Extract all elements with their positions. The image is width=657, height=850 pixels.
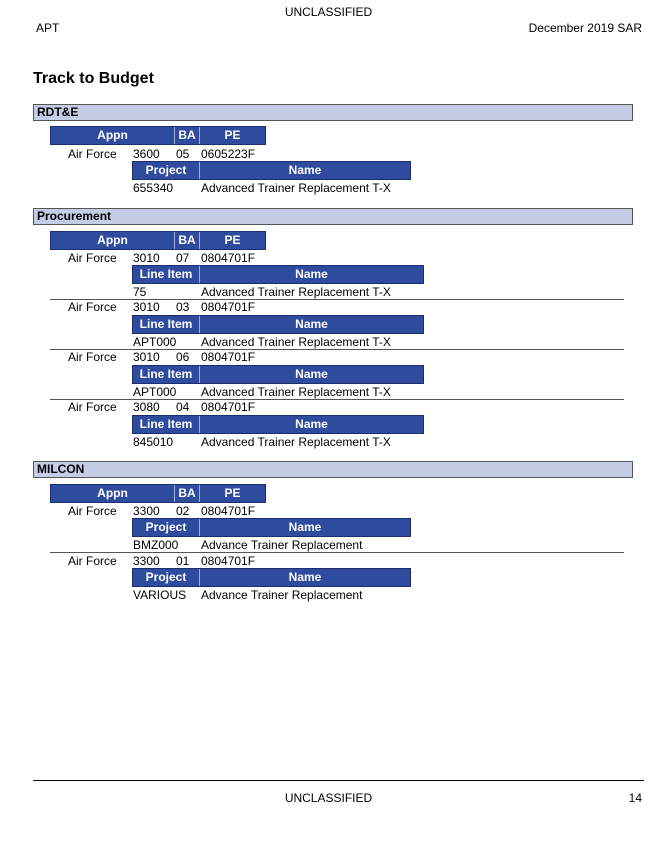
name-col-header: Name	[295, 367, 328, 381]
ba-cell: 03	[176, 300, 190, 314]
project-code-cell: VARIOUS	[133, 588, 187, 602]
name-cell: Advanced Trainer Replacement T-X	[201, 285, 391, 299]
appn-cell: 3600	[133, 147, 160, 161]
name-col-header: Name	[295, 417, 328, 431]
row-divider	[50, 552, 624, 553]
pe-cell: 0804701F	[201, 400, 256, 414]
name-cell: Advance Trainer Replacement	[201, 588, 363, 602]
service-cell: Air Force	[68, 400, 117, 414]
pe-col-header: PE	[224, 233, 241, 247]
name-col-header: Name	[288, 570, 322, 584]
line-item-code-cell: 845010	[133, 435, 174, 449]
appn-col-header: Appn	[97, 486, 128, 500]
appn-cell: 3010	[133, 350, 160, 364]
service-cell: Air Force	[68, 300, 117, 314]
footer-rule	[33, 780, 644, 781]
pe-col-header: PE	[224, 128, 241, 142]
pe-cell: 0804701F	[201, 504, 256, 518]
name-col-header: Name	[288, 163, 322, 177]
appn-cell: 3010	[133, 300, 160, 314]
ba-col-header: BA	[178, 233, 196, 247]
line-item-header-row	[132, 365, 424, 384]
appn-header-row	[50, 126, 266, 145]
name-cell: Advanced Trainer Replacement T-X	[201, 435, 391, 449]
appn-col-header: Appn	[97, 128, 128, 142]
appn-cell: 3080	[133, 400, 160, 414]
pe-cell: 0804701F	[201, 300, 256, 314]
ba-cell: 01	[176, 554, 190, 568]
name-col-header: Name	[295, 267, 328, 281]
line-item-code-cell: APT000	[133, 385, 177, 399]
project-col-header: Project	[145, 570, 187, 584]
pe-cell: 0804701F	[201, 554, 256, 568]
section-bar-milcon: MILCON	[33, 461, 633, 478]
ba-cell: 05	[176, 147, 190, 161]
service-cell: Air Force	[68, 251, 117, 265]
service-cell: Air Force	[68, 554, 117, 568]
ba-cell: 07	[176, 251, 190, 265]
line-item-header-row	[132, 265, 424, 284]
ba-col-header: BA	[178, 486, 196, 500]
appn-header-row	[50, 484, 266, 503]
project-code-cell: BMZ000	[133, 538, 179, 552]
project-col-header: Project	[145, 163, 187, 177]
name-col-header: Name	[288, 520, 322, 534]
appn-cell: 3010	[133, 251, 160, 265]
line-item-col-header: Line Item	[139, 267, 193, 281]
project-code-cell: 655340	[133, 181, 174, 195]
name-cell: Advanced Trainer Replacement T-X	[201, 335, 391, 349]
appn-cell: 3300	[133, 554, 160, 568]
header-program: APT	[36, 21, 60, 35]
line-item-col-header: Line Item	[139, 367, 193, 381]
header-report: December 2019 SAR	[528, 21, 642, 35]
project-header-row	[132, 518, 411, 537]
line-item-header-row	[132, 315, 424, 334]
name-cell: Advanced Trainer Replacement T-X	[201, 385, 391, 399]
pe-cell: 0804701F	[201, 251, 256, 265]
appn-col-header: Appn	[97, 233, 128, 247]
line-item-col-header: Line Item	[139, 417, 193, 431]
name-cell: Advance Trainer Replacement	[201, 538, 363, 552]
service-cell: Air Force	[68, 350, 117, 364]
header-classification: UNCLASSIFIED	[284, 5, 373, 19]
ba-cell: 02	[176, 504, 190, 518]
project-header-row	[132, 568, 411, 587]
page-number: 14	[628, 791, 642, 805]
project-col-header: Project	[145, 520, 187, 534]
project-header-row	[132, 161, 411, 180]
footer-classification: UNCLASSIFIED	[284, 791, 373, 805]
line-item-header-row	[132, 415, 424, 434]
section-bar-procurement: Procurement	[33, 208, 633, 225]
ba-col-header: BA	[178, 128, 196, 142]
ba-cell: 04	[176, 400, 190, 414]
appn-header-row	[50, 231, 266, 250]
service-cell: Air Force	[68, 504, 117, 518]
line-item-code-cell: 75	[133, 285, 147, 299]
pe-col-header: PE	[224, 486, 241, 500]
pe-cell: 0605223F	[201, 147, 256, 161]
name-col-header: Name	[295, 317, 328, 331]
line-item-code-cell: APT000	[133, 335, 177, 349]
name-cell: Advanced Trainer Replacement T-X	[201, 181, 391, 195]
ba-cell: 06	[176, 350, 190, 364]
page-title: Track to Budget	[33, 70, 154, 87]
section-bar-rdte: RDT&E	[33, 104, 633, 121]
service-cell: Air Force	[68, 147, 117, 161]
pe-cell: 0804701F	[201, 350, 256, 364]
line-item-col-header: Line Item	[139, 317, 193, 331]
appn-cell: 3300	[133, 504, 160, 518]
